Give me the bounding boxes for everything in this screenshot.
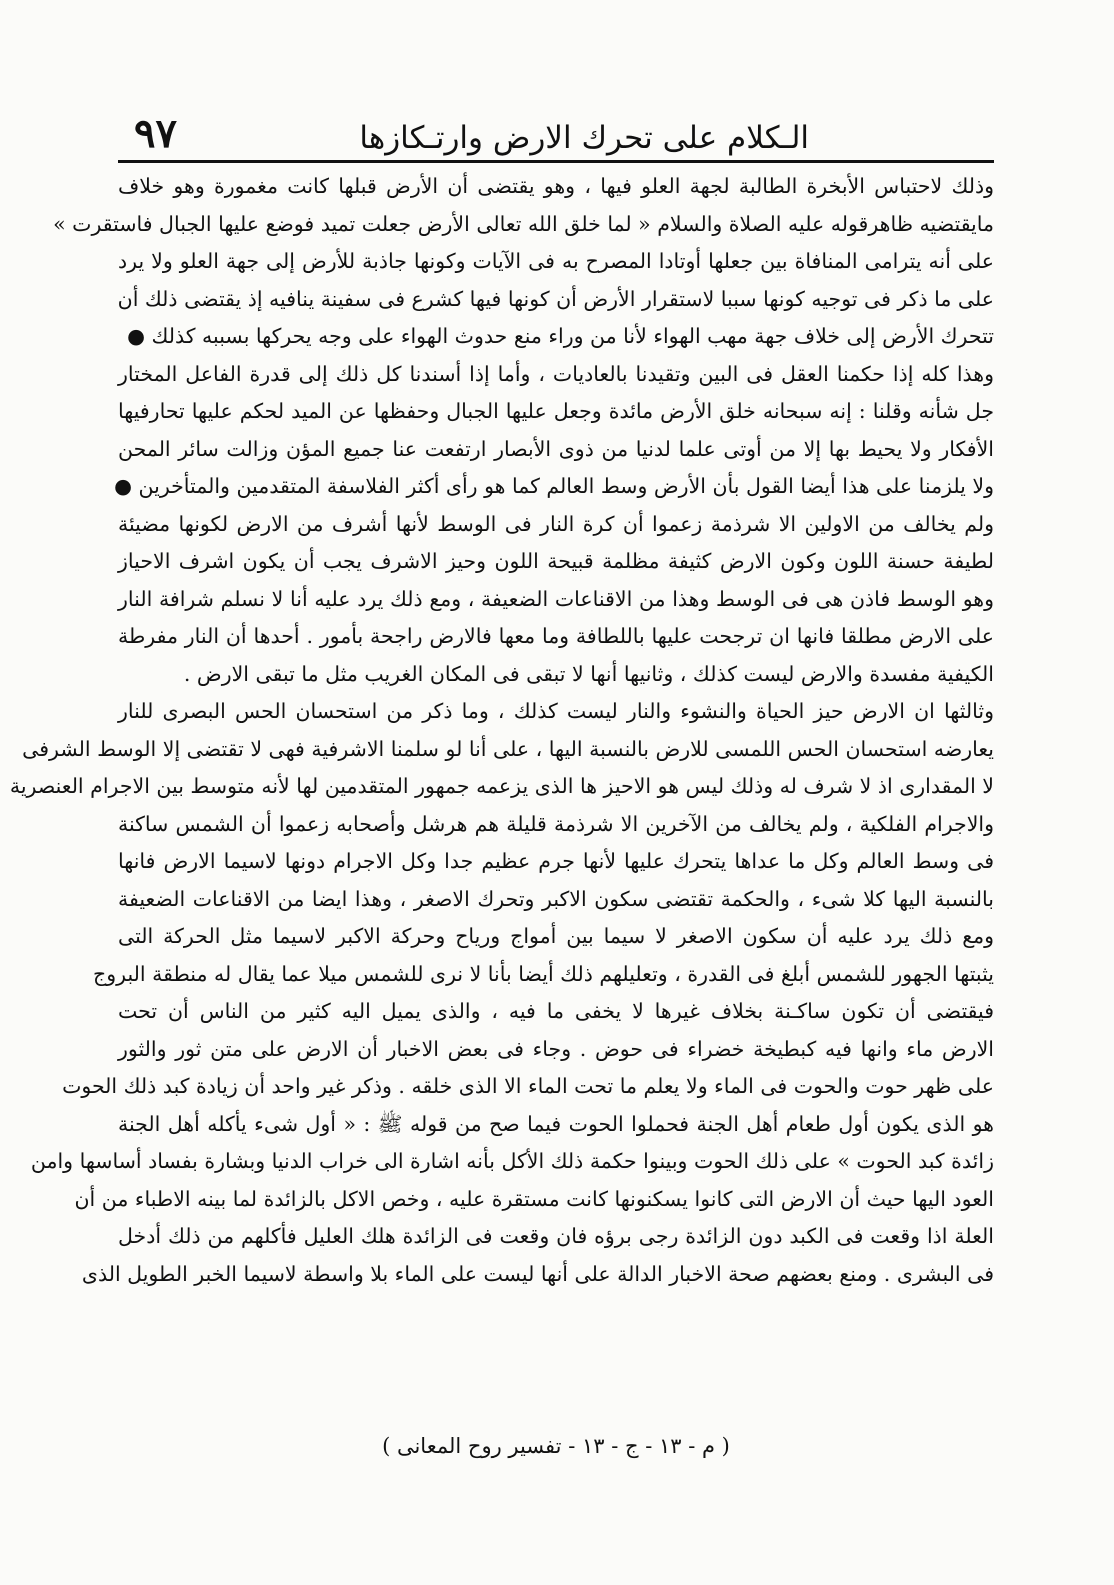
text-line: لا المقدارى اذ لا شرف له وذلك ليس هو الاحيز ها الذى يزعمه جمهور المتقدمين لها لأنه متوسط بين الاجرام العنصرية [9, 774, 994, 798]
text-line: الارض ماء وانها فيه كبطيخة خضراء فى حوض . وجاء فى بعض الاخبار أن الارض على متن ثور والثور [118, 1036, 994, 1061]
header-rule [118, 160, 994, 163]
text-line: الأفكار ولا يحيط بها إلا من أوتى علما لدنيا من ذوى الأبصار ارتفعت عنا جميع المؤن وزالت سائر المحن [118, 436, 994, 461]
text-line: على ما ذكر فى توجيه كونها سببا لاستقرار الأرض أن كونها فيها كشرع فى سفينة ينافيه إذ يقتضى ذلك أن [117, 286, 994, 311]
running-title: الـكلام على تحرك الارض وارتـكازها [359, 120, 809, 156]
text-line: وذلك لاحتباس الأبخرة الطالبة لجهة العلو فيها ، وهو يقتضى أن الأرض قبلها كانت مغمورة وهو خلاف [118, 174, 994, 198]
footer-signature: ( م - ١٣ - ج - ١٣ - تفسير روح المعانى ) [382, 1434, 730, 1458]
text-line: تتحرك الأرض إلى خلاف جهة مهب الهواء لأنا من وراء منع حدوث الهواء على وجه يحركها بسببه كذلك ● [127, 324, 994, 348]
text-line: هو الذى يكون أول طعام أهل الجنة فحملوا الحوت فيما صح من قوله ﷺ : « أول شىء يأكله أهل الجنة [118, 1111, 994, 1136]
text-line: ولا يلزمنا على هذا أيضا القول بأن الأرض وسط العالم كما هو رأى أكثر الفلاسفة المتقدمين والمتأخرين ● [114, 474, 994, 498]
text-line: بالنسبة اليها كلا شىء ، والحكمة تقتضى سكون الاكبر وتحرك الاصغر ، وهذا ايضا من الاقناعات الضعيفة [118, 886, 994, 911]
text-line: على ظهر حوت والحوت فى الماء ولا يعلم ما تحت الماء الا الذى خلقه . وذكر غير واحد أن زيادة كبد ذلك الحوت [62, 1074, 994, 1098]
page-number: ٩٧ [134, 110, 177, 157]
text-line: والاجرام الفلكية ، ولم يخالف من الآخرين الا شرذمة قليلة هم هرشل وأصحابه زعموا أن الشمس ساكنة [118, 811, 994, 836]
text-line: مايقتضيه ظاهرقوله عليه الصلاة والسلام « لما خلق الله تعالى الأرض جعلت تميد فوضع عليها الجبال فاستقرت » [53, 211, 994, 236]
text-line: ومع ذلك يرد عليه أن سكون الاصغر لا سيما بين أمواج ورياح وحركة الاكبر لاسيما مثل الحركة التى [118, 924, 994, 948]
text-line: فيقتضى أن تكون ساكـنة بخلاف غيرها لا يخفى ما فيه ، والذى يميل اليه كثير من الناس أن تحت [118, 999, 994, 1023]
text-line: العود اليها حيث أن الارض التى كانوا يسكنونها كانت مستقرة عليه ، وخص الاكل بالزائدة لما بينه الاطباء من أن [74, 1186, 994, 1211]
text-line: زائدة كبد الحوت » على ذلك الحوت وبينوا حكمة ذلك الأكل بأنه اشارة الى خراب الدنيا وبشارة بفساد أساسها وامن [30, 1149, 994, 1173]
text-line: يعارضه استحسان الحس اللمسى للارض بالنسبة اليها ، على أنا لو سلمنا الاشرفية فهى لا تقتضى إلا الوسط الشرفى [22, 736, 994, 761]
text-line: يثبتها الجهور للشمس أبلغ فى القدرة ، وتعليلهم ذلك أيضا بأنا لا نرى للشمس ميلا عما يقال له منطقة البروج [93, 961, 994, 986]
page-header [118, 98, 994, 157]
text-line: وهو الوسط فاذن هى فى الوسط وهذا من الاقناعات الضعيفة ، ومع ذلك يرد عليه أنا لا نسلم شرافة النار [118, 586, 994, 611]
text-line: على أنه يترامى المنافاة بين جعلها أوتادا المصرح به فى الآيات وكونها جاذبة للأرض إلى جهة العلو ولا يرد [118, 249, 994, 273]
body-text [9, 168, 994, 1293]
text-line: جل شأنه وقلنا : إنه سبحانه خلق الأرض مائدة وجعل عليها الجبال وحفظها عن الميد لحكم عليها تحارفيها [118, 399, 994, 423]
text-line: فى البشرى . ومنع بعضهم صحة الاخبار الدالة على أنها ليست على الماء بلا واسطة لاسيما الخبر الطويل الذى [81, 1261, 994, 1286]
text-line: وهذا كله إذا حكمنا العقل فى البين وتقيدنا بالعاديات ، وأما إذا أسندنا كل ذلك إلى قدرة الفاعل المختار [118, 361, 994, 386]
text-line: لطيفة حسنة اللون وكون الارض كثيفة مظلمة قبيحة اللون وحيز الاشرف يجب أن يكون اشرف الاحياز [118, 549, 994, 573]
text-line: وثالثها ان الارض حيز الحياة والنشوء والنار ليست كذلك ، وما ذكر من استحسان الحس البصرى للنار [118, 699, 994, 723]
text-line: العلة اذا وقعت فى الكبد دون الزائدة رجى برؤه فان وقعت فى الزائدة هلك العليل فأكلهم من ذلك أدخل [118, 1224, 994, 1248]
text-line: الكيفية مفسدة والارض ليست كذلك ، وثانيها أنها لا تبقى فى المكان الغريب مثل ما تبقى الارض . [183, 661, 994, 686]
text-line: ولم يخالف من الاولين الا شرذمة زعموا أن كرة النار فى الوسط لأنها أشرف من الارض لكونها مضيئة [118, 511, 994, 536]
text-line: على الارض مطلقا فانها ان ترجحت عليها باللطافة وما معها فالارض راجحة بأمور . أحدها أن النار مفرطة [118, 624, 994, 648]
text-line: فى وسط العالم وكل ما عداها يتحرك عليها لأنها جرم عظيم جدا وكل الاجرام دونها لاسيما الارض فانها [118, 849, 994, 873]
